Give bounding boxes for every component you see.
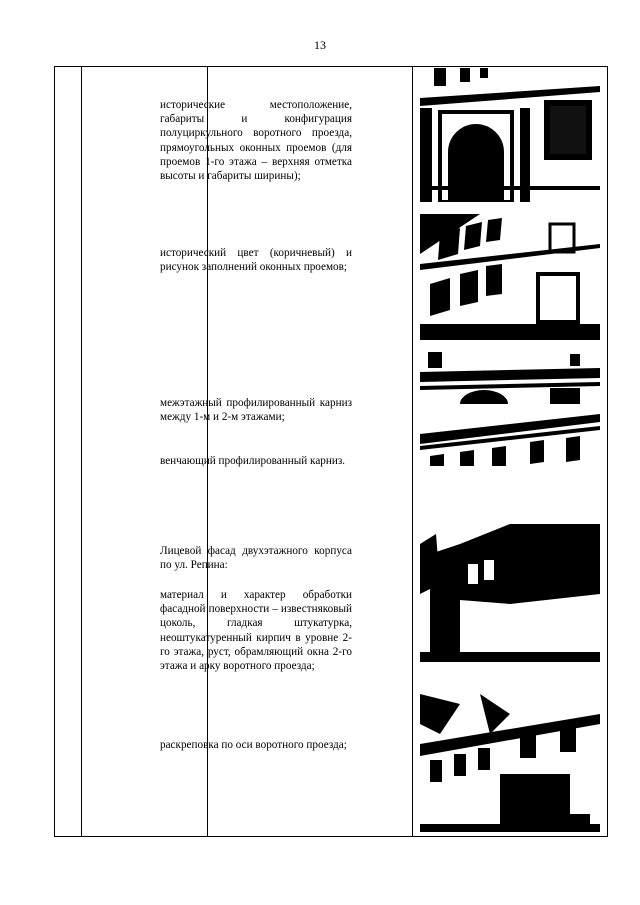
photo-interfloor-cornice (420, 352, 600, 404)
column-divider (81, 67, 82, 836)
cell-text-interfloor-cornice: межэтажный профилированный карниз между 1-м и 2-м этажами; (160, 397, 352, 424)
page-number: 13 (314, 38, 326, 52)
cell-text-historic-location: исторические местоположение, габариты и конфигурация полуциркульного воротного проезда, прямоугольных оконных проемов (для проемов 1-го этажа – верхняя отметка высоты и габариты ширины); (160, 99, 352, 183)
photo-arched-gateway (420, 68, 600, 202)
cell-text-facade-heading: Лицевой фасад двухэтажного корпуса по ул. Репина: (160, 545, 352, 572)
cell-text-crowning-cornice: венчающий профилированный карниз. (160, 455, 346, 467)
photo-window-fills (420, 214, 600, 340)
cell-text-window-color: исторический цвет (коричневый) и рисунок заполнений оконных проемов; (160, 247, 352, 274)
cell-text-projection: раскреповка по оси воротного проезда; (160, 739, 347, 751)
photo-crowning-cornice (420, 414, 600, 466)
photo-two-storey-facade (420, 524, 600, 662)
cell-text-facade-materials: материал и характер обработки фасадной поверхности – известняковый цоколь, гладкая штукатурка, неоштукатуренный кирпич в уровне 2-го этажа, руст, обрамляющий окна 2-го этажа и арку воротного проезда; (160, 589, 352, 673)
photo-gate-projection (420, 694, 600, 832)
column-divider (412, 67, 413, 836)
